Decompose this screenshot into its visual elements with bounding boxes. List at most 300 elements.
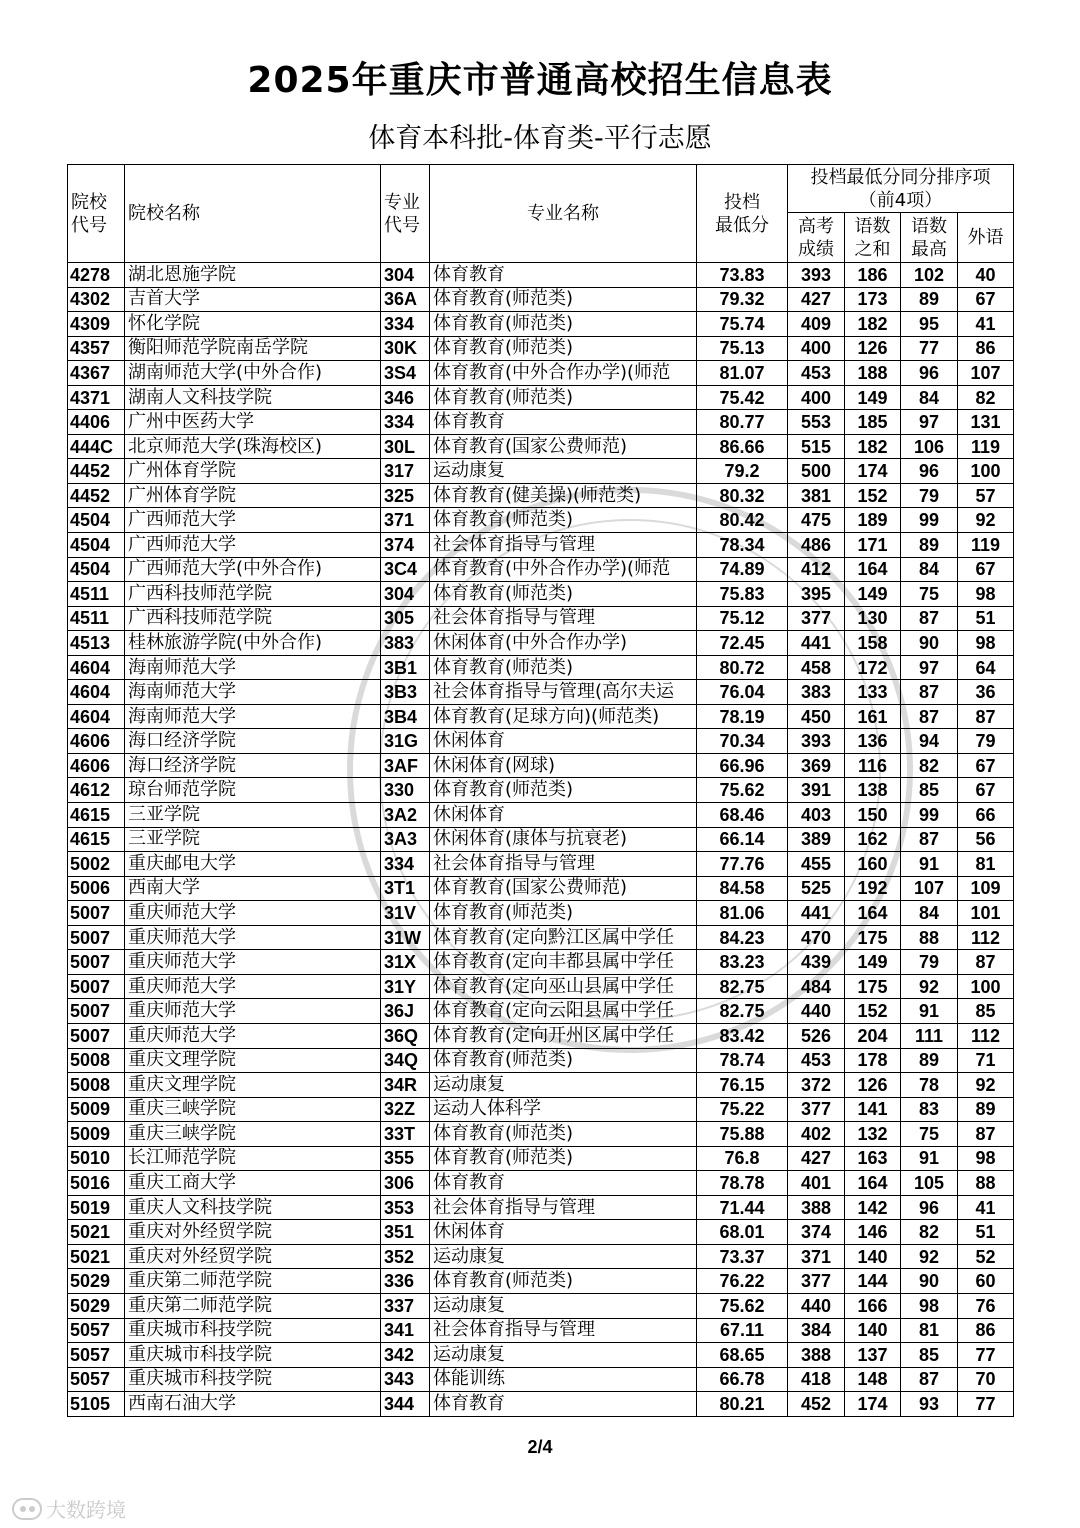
min-score-cell: 81.06	[697, 901, 788, 926]
school-code-cell: 4604	[68, 704, 125, 729]
yushu-max-cell: 85	[901, 1343, 958, 1368]
gaokao-score-cell: 391	[788, 778, 845, 803]
yushu-sum-cell: 163	[845, 1146, 901, 1171]
yushu-sum-cell: 178	[845, 1048, 901, 1073]
foreign-score-cell: 92	[958, 508, 1014, 533]
school-code-cell: 4278	[68, 263, 125, 288]
major-code-cell: 317	[381, 459, 430, 484]
major-code-cell: 3B4	[381, 704, 430, 729]
school-name-cell: 湖北恩施学院	[125, 263, 381, 288]
yushu-sum-cell: 160	[845, 852, 901, 877]
major-name-cell: 体育教育(健美操)(师范类)	[430, 483, 697, 508]
school-name-cell: 广州体育学院	[125, 483, 381, 508]
min-score-cell: 76.04	[697, 680, 788, 705]
gaokao-score-cell: 393	[788, 729, 845, 754]
yushu-sum-cell: 146	[845, 1220, 901, 1245]
min-score-cell: 80.21	[697, 1392, 788, 1417]
school-code-cell: 5007	[68, 1023, 125, 1048]
major-name-cell: 体育教育(师范类)	[430, 778, 697, 803]
min-score-cell: 84.23	[697, 925, 788, 950]
yushu-sum-cell: 144	[845, 1269, 901, 1294]
yushu-max-cell: 88	[901, 925, 958, 950]
yushu-max-cell: 99	[901, 803, 958, 828]
major-code-cell: 3C4	[381, 557, 430, 582]
foreign-score-cell: 81	[958, 852, 1014, 877]
school-code-cell: 4309	[68, 312, 125, 337]
major-name-cell: 休闲体育(中外合作办学)	[430, 631, 697, 656]
table-row	[68, 483, 1014, 508]
major-name-cell: 社会体育指导与管理	[430, 1195, 697, 1220]
yushu-max-cell: 75	[901, 1122, 958, 1147]
yushu-max-cell: 96	[901, 1195, 958, 1220]
yushu-sum-cell: 164	[845, 557, 901, 582]
major-name-cell: 体育教育(师范类)	[430, 287, 697, 312]
table-row	[68, 410, 1014, 435]
yushu-max-cell: 87	[901, 680, 958, 705]
gaokao-score-cell: 441	[788, 901, 845, 926]
major-code-cell: 334	[381, 852, 430, 877]
table-row	[68, 803, 1014, 828]
major-name-cell: 运动康复	[430, 1073, 697, 1098]
foreign-score-cell: 98	[958, 1146, 1014, 1171]
gaokao-score-cell: 381	[788, 483, 845, 508]
table-row	[68, 1073, 1014, 1098]
table-row	[68, 508, 1014, 533]
school-code-cell: 5057	[68, 1367, 125, 1392]
yushu-max-cell: 95	[901, 312, 958, 337]
major-name-cell: 运动康复	[430, 459, 697, 484]
min-score-cell: 76.22	[697, 1269, 788, 1294]
yushu-sum-cell: 189	[845, 508, 901, 533]
foreign-score-cell: 109	[958, 876, 1014, 901]
table-row	[68, 950, 1014, 975]
school-name-cell: 重庆师范大学	[125, 999, 381, 1024]
yushu-max-cell: 90	[901, 631, 958, 656]
school-name-cell: 广西师范大学(中外合作)	[125, 557, 381, 582]
yushu-max-cell: 92	[901, 974, 958, 999]
min-score-cell: 79.32	[697, 287, 788, 312]
school-name-cell: 怀化学院	[125, 312, 381, 337]
table-row	[68, 434, 1014, 459]
major-name-cell: 社会体育指导与管理	[430, 606, 697, 631]
foreign-score-cell: 101	[958, 901, 1014, 926]
school-name-cell: 重庆城市科技学院	[125, 1367, 381, 1392]
min-score-cell: 71.44	[697, 1195, 788, 1220]
gaokao-score-cell: 500	[788, 459, 845, 484]
school-code-cell: 5016	[68, 1171, 125, 1196]
yushu-max-cell: 81	[901, 1318, 958, 1343]
school-name-cell: 重庆师范大学	[125, 974, 381, 999]
major-name-cell: 体育教育(定向丰都县属中学任	[430, 950, 697, 975]
gaokao-score-cell: 450	[788, 704, 845, 729]
yushu-sum-cell: 188	[845, 361, 901, 386]
yushu-max-cell: 91	[901, 852, 958, 877]
school-code-cell: 4612	[68, 778, 125, 803]
school-name-cell: 三亚学院	[125, 827, 381, 852]
major-code-cell: 351	[381, 1220, 430, 1245]
major-name-cell: 社会体育指导与管理	[430, 852, 697, 877]
foreign-score-cell: 77	[958, 1392, 1014, 1417]
header-school-name	[125, 165, 381, 263]
foreign-score-cell: 119	[958, 434, 1014, 459]
foreign-score-cell: 67	[958, 557, 1014, 582]
school-code-cell: 4406	[68, 410, 125, 435]
min-score-cell: 78.19	[697, 704, 788, 729]
major-code-cell: 334	[381, 312, 430, 337]
min-score-cell: 80.42	[697, 508, 788, 533]
school-code-cell: 5008	[68, 1048, 125, 1073]
major-name-cell: 社会体育指导与管理(高尔夫运	[430, 680, 697, 705]
major-code-cell: 304	[381, 263, 430, 288]
major-name-cell: 体育教育(师范类)	[430, 312, 697, 337]
school-code-cell: 444C	[68, 434, 125, 459]
yushu-max-cell: 79	[901, 483, 958, 508]
foreign-score-cell: 87	[958, 1122, 1014, 1147]
table-row	[68, 1220, 1014, 1245]
yushu-max-cell: 75	[901, 582, 958, 607]
major-name-cell: 社会体育指导与管理	[430, 533, 697, 558]
min-score-cell: 82.75	[697, 974, 788, 999]
major-code-cell: 32Z	[381, 1097, 430, 1122]
major-name-cell: 体育教育	[430, 1392, 697, 1417]
school-name-cell: 广西科技师范学院	[125, 606, 381, 631]
major-code-cell: 3B3	[381, 680, 430, 705]
yushu-sum-cell: 137	[845, 1343, 901, 1368]
foreign-score-cell: 77	[958, 1343, 1014, 1368]
major-code-cell: 30L	[381, 434, 430, 459]
major-name-cell: 运动康复	[430, 1244, 697, 1269]
school-code-cell: 5006	[68, 876, 125, 901]
min-score-cell: 73.37	[697, 1244, 788, 1269]
school-name-cell: 广西师范大学	[125, 508, 381, 533]
major-name-cell: 运动人体科学	[430, 1097, 697, 1122]
table-row	[68, 1293, 1014, 1318]
foreign-score-cell: 76	[958, 1293, 1014, 1318]
table-row	[68, 852, 1014, 877]
school-name-cell: 重庆城市科技学院	[125, 1318, 381, 1343]
school-name-cell: 重庆文理学院	[125, 1073, 381, 1098]
gaokao-score-cell: 395	[788, 582, 845, 607]
page-title: 2025年重庆市普通高校招生信息表	[247, 60, 833, 101]
header-foreign-label: 外语	[967, 227, 1004, 248]
major-code-cell: 336	[381, 1269, 430, 1294]
school-code-cell: 5029	[68, 1293, 125, 1318]
major-code-cell: 36Q	[381, 1023, 430, 1048]
school-code-cell: 4371	[68, 385, 125, 410]
school-code-cell: 5010	[68, 1146, 125, 1171]
table-row	[68, 533, 1014, 558]
table-row	[68, 925, 1014, 950]
weibo-icon	[12, 1498, 42, 1520]
major-name-cell: 体育教育	[430, 1171, 697, 1196]
school-name-cell: 重庆师范大学	[125, 925, 381, 950]
gaokao-score-cell: 553	[788, 410, 845, 435]
yushu-max-cell: 85	[901, 778, 958, 803]
major-code-cell: 34Q	[381, 1048, 430, 1073]
school-code-cell: 4513	[68, 631, 125, 656]
foreign-score-cell: 87	[958, 704, 1014, 729]
header-foreign	[958, 213, 1014, 263]
yushu-sum-cell: 185	[845, 410, 901, 435]
yushu-max-cell: 106	[901, 434, 958, 459]
yushu-max-cell: 87	[901, 1367, 958, 1392]
min-score-cell: 84.58	[697, 876, 788, 901]
gaokao-score-cell: 515	[788, 434, 845, 459]
yushu-sum-cell: 161	[845, 704, 901, 729]
yushu-sum-cell: 173	[845, 287, 901, 312]
yushu-sum-cell: 182	[845, 312, 901, 337]
foreign-score-cell: 79	[958, 729, 1014, 754]
school-name-cell: 重庆文理学院	[125, 1048, 381, 1073]
min-score-cell: 75.83	[697, 582, 788, 607]
table-row	[68, 827, 1014, 852]
foreign-score-cell: 100	[958, 974, 1014, 999]
school-name-cell: 重庆师范大学	[125, 950, 381, 975]
school-code-cell: 4604	[68, 655, 125, 680]
yushu-sum-cell: 152	[845, 999, 901, 1024]
min-score-cell: 75.88	[697, 1122, 788, 1147]
table-row	[68, 974, 1014, 999]
min-score-cell: 81.07	[697, 361, 788, 386]
major-name-cell: 体育教育(定向巫山县属中学任	[430, 974, 697, 999]
table-row	[68, 287, 1014, 312]
major-name-cell: 体育教育(师范类)	[430, 1146, 697, 1171]
table-row	[68, 1195, 1014, 1220]
gaokao-score-cell: 393	[788, 263, 845, 288]
major-code-cell: 343	[381, 1367, 430, 1392]
major-code-cell: 355	[381, 1146, 430, 1171]
school-name-cell: 海口经济学院	[125, 729, 381, 754]
gaokao-score-cell: 418	[788, 1367, 845, 1392]
foreign-score-cell: 66	[958, 803, 1014, 828]
major-name-cell: 体育教育	[430, 263, 697, 288]
school-code-cell: 4452	[68, 483, 125, 508]
table-row	[68, 1318, 1014, 1343]
table-row	[68, 1097, 1014, 1122]
foreign-score-cell: 67	[958, 753, 1014, 778]
school-code-cell: 4511	[68, 582, 125, 607]
school-code-cell: 4367	[68, 361, 125, 386]
min-score-cell: 68.65	[697, 1343, 788, 1368]
foreign-score-cell: 51	[958, 606, 1014, 631]
school-name-cell: 海口经济学院	[125, 753, 381, 778]
yushu-max-cell: 77	[901, 336, 958, 361]
table-row	[68, 1023, 1014, 1048]
table-row	[68, 606, 1014, 631]
table-row	[68, 680, 1014, 705]
major-name-cell: 休闲体育	[430, 803, 697, 828]
school-code-cell: 5007	[68, 999, 125, 1024]
yushu-max-cell: 92	[901, 1244, 958, 1269]
foreign-score-cell: 87	[958, 950, 1014, 975]
major-name-cell: 体育教育(定向开州区属中学任	[430, 1023, 697, 1048]
min-score-cell: 68.46	[697, 803, 788, 828]
header-yushu-sum	[845, 213, 901, 263]
header-tiebreak-label: 投档最低分同分排序项 （前4项）	[810, 166, 991, 211]
yushu-sum-cell: 149	[845, 385, 901, 410]
table-row	[68, 1171, 1014, 1196]
gaokao-score-cell: 452	[788, 1392, 845, 1417]
yushu-sum-cell: 174	[845, 459, 901, 484]
min-score-cell: 76.8	[697, 1146, 788, 1171]
gaokao-score-cell: 526	[788, 1023, 845, 1048]
watermark-text: 大数跨境	[46, 1498, 126, 1522]
yushu-max-cell: 83	[901, 1097, 958, 1122]
school-code-cell: 4302	[68, 287, 125, 312]
major-name-cell: 休闲体育	[430, 729, 697, 754]
school-name-cell: 广州中医药大学	[125, 410, 381, 435]
min-score-cell: 70.34	[697, 729, 788, 754]
foreign-score-cell: 41	[958, 312, 1014, 337]
header-yushu-sum-label: 语数 之和	[854, 215, 891, 260]
gaokao-score-cell: 440	[788, 999, 845, 1024]
header-school-name-label: 院校名称	[128, 203, 200, 224]
school-name-cell: 重庆师范大学	[125, 901, 381, 926]
foreign-score-cell: 41	[958, 1195, 1014, 1220]
gaokao-score-cell: 475	[788, 508, 845, 533]
major-name-cell: 社会体育指导与管理	[430, 1318, 697, 1343]
header-major-name-label: 专业名称	[527, 203, 599, 224]
table-row	[68, 655, 1014, 680]
foreign-score-cell: 89	[958, 1097, 1014, 1122]
table-row	[68, 876, 1014, 901]
school-code-cell: 4606	[68, 729, 125, 754]
major-name-cell: 体能训练	[430, 1367, 697, 1392]
yushu-max-cell: 94	[901, 729, 958, 754]
gaokao-score-cell: 400	[788, 385, 845, 410]
major-code-cell: 330	[381, 778, 430, 803]
header-min-score	[697, 165, 788, 263]
min-score-cell: 75.22	[697, 1097, 788, 1122]
foreign-score-cell: 70	[958, 1367, 1014, 1392]
gaokao-score-cell: 400	[788, 336, 845, 361]
gaokao-score-cell: 427	[788, 287, 845, 312]
school-code-cell: 4615	[68, 827, 125, 852]
min-score-cell: 80.72	[697, 655, 788, 680]
school-name-cell: 重庆工商大学	[125, 1171, 381, 1196]
yushu-max-cell: 97	[901, 410, 958, 435]
foreign-score-cell: 57	[958, 483, 1014, 508]
min-score-cell: 78.74	[697, 1048, 788, 1073]
yushu-max-cell: 107	[901, 876, 958, 901]
table-row	[68, 1367, 1014, 1392]
major-code-cell: 31Y	[381, 974, 430, 999]
min-score-cell: 75.74	[697, 312, 788, 337]
table-row	[68, 753, 1014, 778]
min-score-cell: 78.34	[697, 533, 788, 558]
major-code-cell: 341	[381, 1318, 430, 1343]
major-code-cell: 31X	[381, 950, 430, 975]
table-row	[68, 336, 1014, 361]
yushu-sum-cell: 140	[845, 1318, 901, 1343]
yushu-sum-cell: 138	[845, 778, 901, 803]
major-name-cell: 体育教育(师范类)	[430, 1269, 697, 1294]
table-row	[68, 729, 1014, 754]
gaokao-score-cell: 439	[788, 950, 845, 975]
foreign-score-cell: 112	[958, 1023, 1014, 1048]
yushu-sum-cell: 149	[845, 950, 901, 975]
min-score-cell: 72.45	[697, 631, 788, 656]
major-code-cell: 344	[381, 1392, 430, 1417]
yushu-max-cell: 82	[901, 1220, 958, 1245]
foreign-score-cell: 40	[958, 263, 1014, 288]
table-row	[68, 1122, 1014, 1147]
major-code-cell: 383	[381, 631, 430, 656]
major-name-cell: 体育教育	[430, 410, 697, 435]
watermark	[12, 1494, 126, 1523]
yushu-max-cell: 97	[901, 655, 958, 680]
major-code-cell: 342	[381, 1343, 430, 1368]
major-name-cell: 运动康复	[430, 1293, 697, 1318]
yushu-max-cell: 84	[901, 557, 958, 582]
school-code-cell: 5009	[68, 1097, 125, 1122]
table-row	[68, 1269, 1014, 1294]
min-score-cell: 78.78	[697, 1171, 788, 1196]
foreign-score-cell: 82	[958, 385, 1014, 410]
school-name-cell: 重庆三峡学院	[125, 1097, 381, 1122]
major-name-cell: 体育教育(师范类)	[430, 901, 697, 926]
table-row	[68, 999, 1014, 1024]
yushu-max-cell: 84	[901, 385, 958, 410]
min-score-cell: 80.77	[697, 410, 788, 435]
major-code-cell: 31W	[381, 925, 430, 950]
school-code-cell: 5057	[68, 1343, 125, 1368]
school-code-cell: 5007	[68, 950, 125, 975]
gaokao-score-cell: 484	[788, 974, 845, 999]
yushu-sum-cell: 126	[845, 336, 901, 361]
major-code-cell: 374	[381, 533, 430, 558]
foreign-score-cell: 119	[958, 533, 1014, 558]
gaokao-score-cell: 470	[788, 925, 845, 950]
gaokao-score-cell: 401	[788, 1171, 845, 1196]
admission-table	[67, 164, 1014, 1417]
school-name-cell: 重庆邮电大学	[125, 852, 381, 877]
yushu-sum-cell: 175	[845, 974, 901, 999]
header-min-score-label: 投档 最低分	[715, 191, 769, 236]
school-name-cell: 琼台师范学院	[125, 778, 381, 803]
table-row	[68, 1048, 1014, 1073]
yushu-sum-cell: 116	[845, 753, 901, 778]
yushu-sum-cell: 204	[845, 1023, 901, 1048]
gaokao-score-cell: 412	[788, 557, 845, 582]
major-name-cell: 体育教育(足球方向)(师范类)	[430, 704, 697, 729]
school-code-cell: 4604	[68, 680, 125, 705]
min-score-cell: 66.14	[697, 827, 788, 852]
table-row	[68, 582, 1014, 607]
school-code-cell: 5008	[68, 1073, 125, 1098]
school-name-cell: 重庆三峡学院	[125, 1122, 381, 1147]
min-score-cell: 75.62	[697, 1293, 788, 1318]
foreign-score-cell: 131	[958, 410, 1014, 435]
gaokao-score-cell: 453	[788, 361, 845, 386]
major-code-cell: 3B1	[381, 655, 430, 680]
yushu-max-cell: 82	[901, 753, 958, 778]
school-name-cell: 广西科技师范学院	[125, 582, 381, 607]
table-row	[68, 1343, 1014, 1368]
major-code-cell: 36J	[381, 999, 430, 1024]
header-gaokao-label: 高考 成绩	[798, 215, 834, 260]
foreign-score-cell: 100	[958, 459, 1014, 484]
major-name-cell: 体育教育(国家公费师范)	[430, 876, 697, 901]
min-score-cell: 83.42	[697, 1023, 788, 1048]
major-name-cell: 体育教育(定向黔江区属中学任	[430, 925, 697, 950]
table-row	[68, 1146, 1014, 1171]
school-name-cell: 海南师范大学	[125, 655, 381, 680]
school-name-cell: 广西师范大学	[125, 533, 381, 558]
major-code-cell: 3A2	[381, 803, 430, 828]
major-code-cell: 337	[381, 1293, 430, 1318]
yushu-max-cell: 87	[901, 704, 958, 729]
